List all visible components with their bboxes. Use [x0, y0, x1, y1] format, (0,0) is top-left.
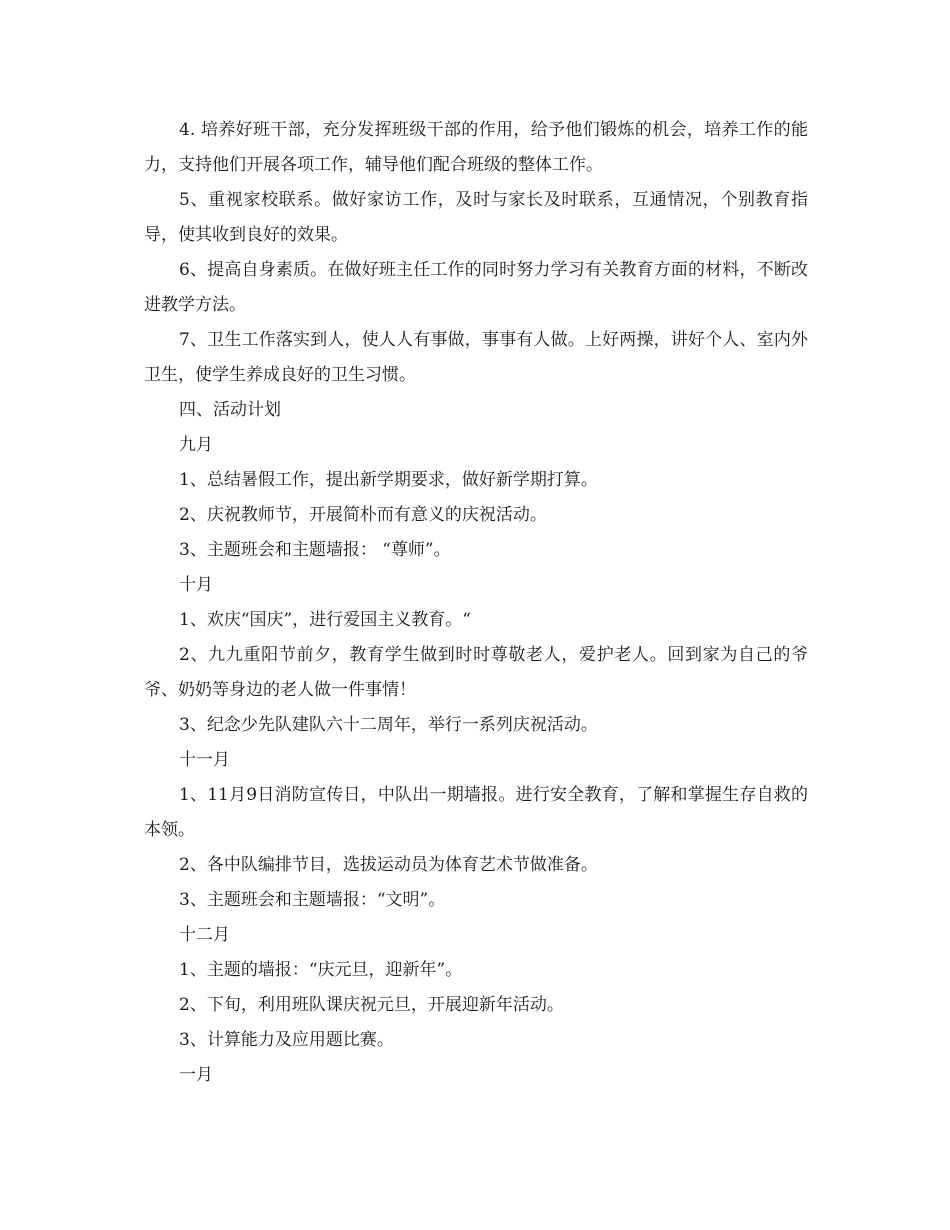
month-heading-september: 九月: [179, 435, 213, 455]
list-item: 3、计算能力及应用题比赛。: [179, 1030, 394, 1050]
month-heading-november: 十一月: [179, 750, 230, 770]
list-item: 2、下旬，利用班队课庆祝元旦，开展迎新年活动。: [179, 995, 564, 1015]
list-item: 3、纪念少先队建队六十二周年，举行一系列庆祝活动。: [179, 715, 598, 735]
list-item: 1、11月9日消防宣传日，中队出一期墙报。进行安全教育，了解和掌握生存自救的本领。: [144, 785, 808, 840]
paragraph-item-5: 5、重视家校联系。做好家访工作，及时与家长及时联系，互通情况，个别教育指导，使其收到良好的效果。: [144, 190, 808, 245]
list-item: 1、总结暑假工作，提出新学期要求，做好新学期打算。: [179, 470, 598, 490]
list-item: 2、各中队编排节目，选拔运动员为体育艺术节做准备。: [179, 855, 598, 875]
paragraph-item-6: 6、提高自身素质。在做好班主任工作的同时努力学习有关教育方面的材料，不断改进教学方法。: [144, 260, 808, 315]
list-item: 3、主题班会和主题墙报：“文明”。: [179, 890, 446, 910]
list-item: 2、庆祝教师节，开展简朴而有意义的庆祝活动。: [179, 505, 547, 525]
month-heading-january: 一月: [179, 1065, 213, 1085]
list-item: 1、欢庆“国庆”，进行爱国主义教育。“: [179, 610, 471, 630]
paragraph-item-7: 7、卫生工作落实到人，使人人有事做，事事有人做。上好两操，讲好个人、室内外卫生，使学生养成良好的卫生习惯。: [144, 330, 808, 385]
month-heading-december: 十二月: [179, 925, 230, 945]
list-item: 1、主题的墙报：“庆元旦，迎新年”。: [179, 960, 463, 980]
document-body: [144, 113, 808, 1093]
month-heading-october: 十月: [179, 575, 213, 595]
paragraph-item-4: 4. 培养好班干部，充分发挥班级干部的作用，给予他们锻炼的机会，培养工作的能力，支持他们开展各项工作，辅导他们配合班级的整体工作。: [144, 120, 808, 175]
list-item: 3、主题班会和主题墙报： “尊师”。: [179, 540, 451, 560]
section-heading-activity-plan: 四、活动计划: [179, 400, 281, 420]
list-item: 2、九九重阳节前夕，教育学生做到时时尊敬老人，爱护老人。回到家为自己的爷爷、奶奶等身边的老人做一件事情！: [144, 645, 808, 700]
